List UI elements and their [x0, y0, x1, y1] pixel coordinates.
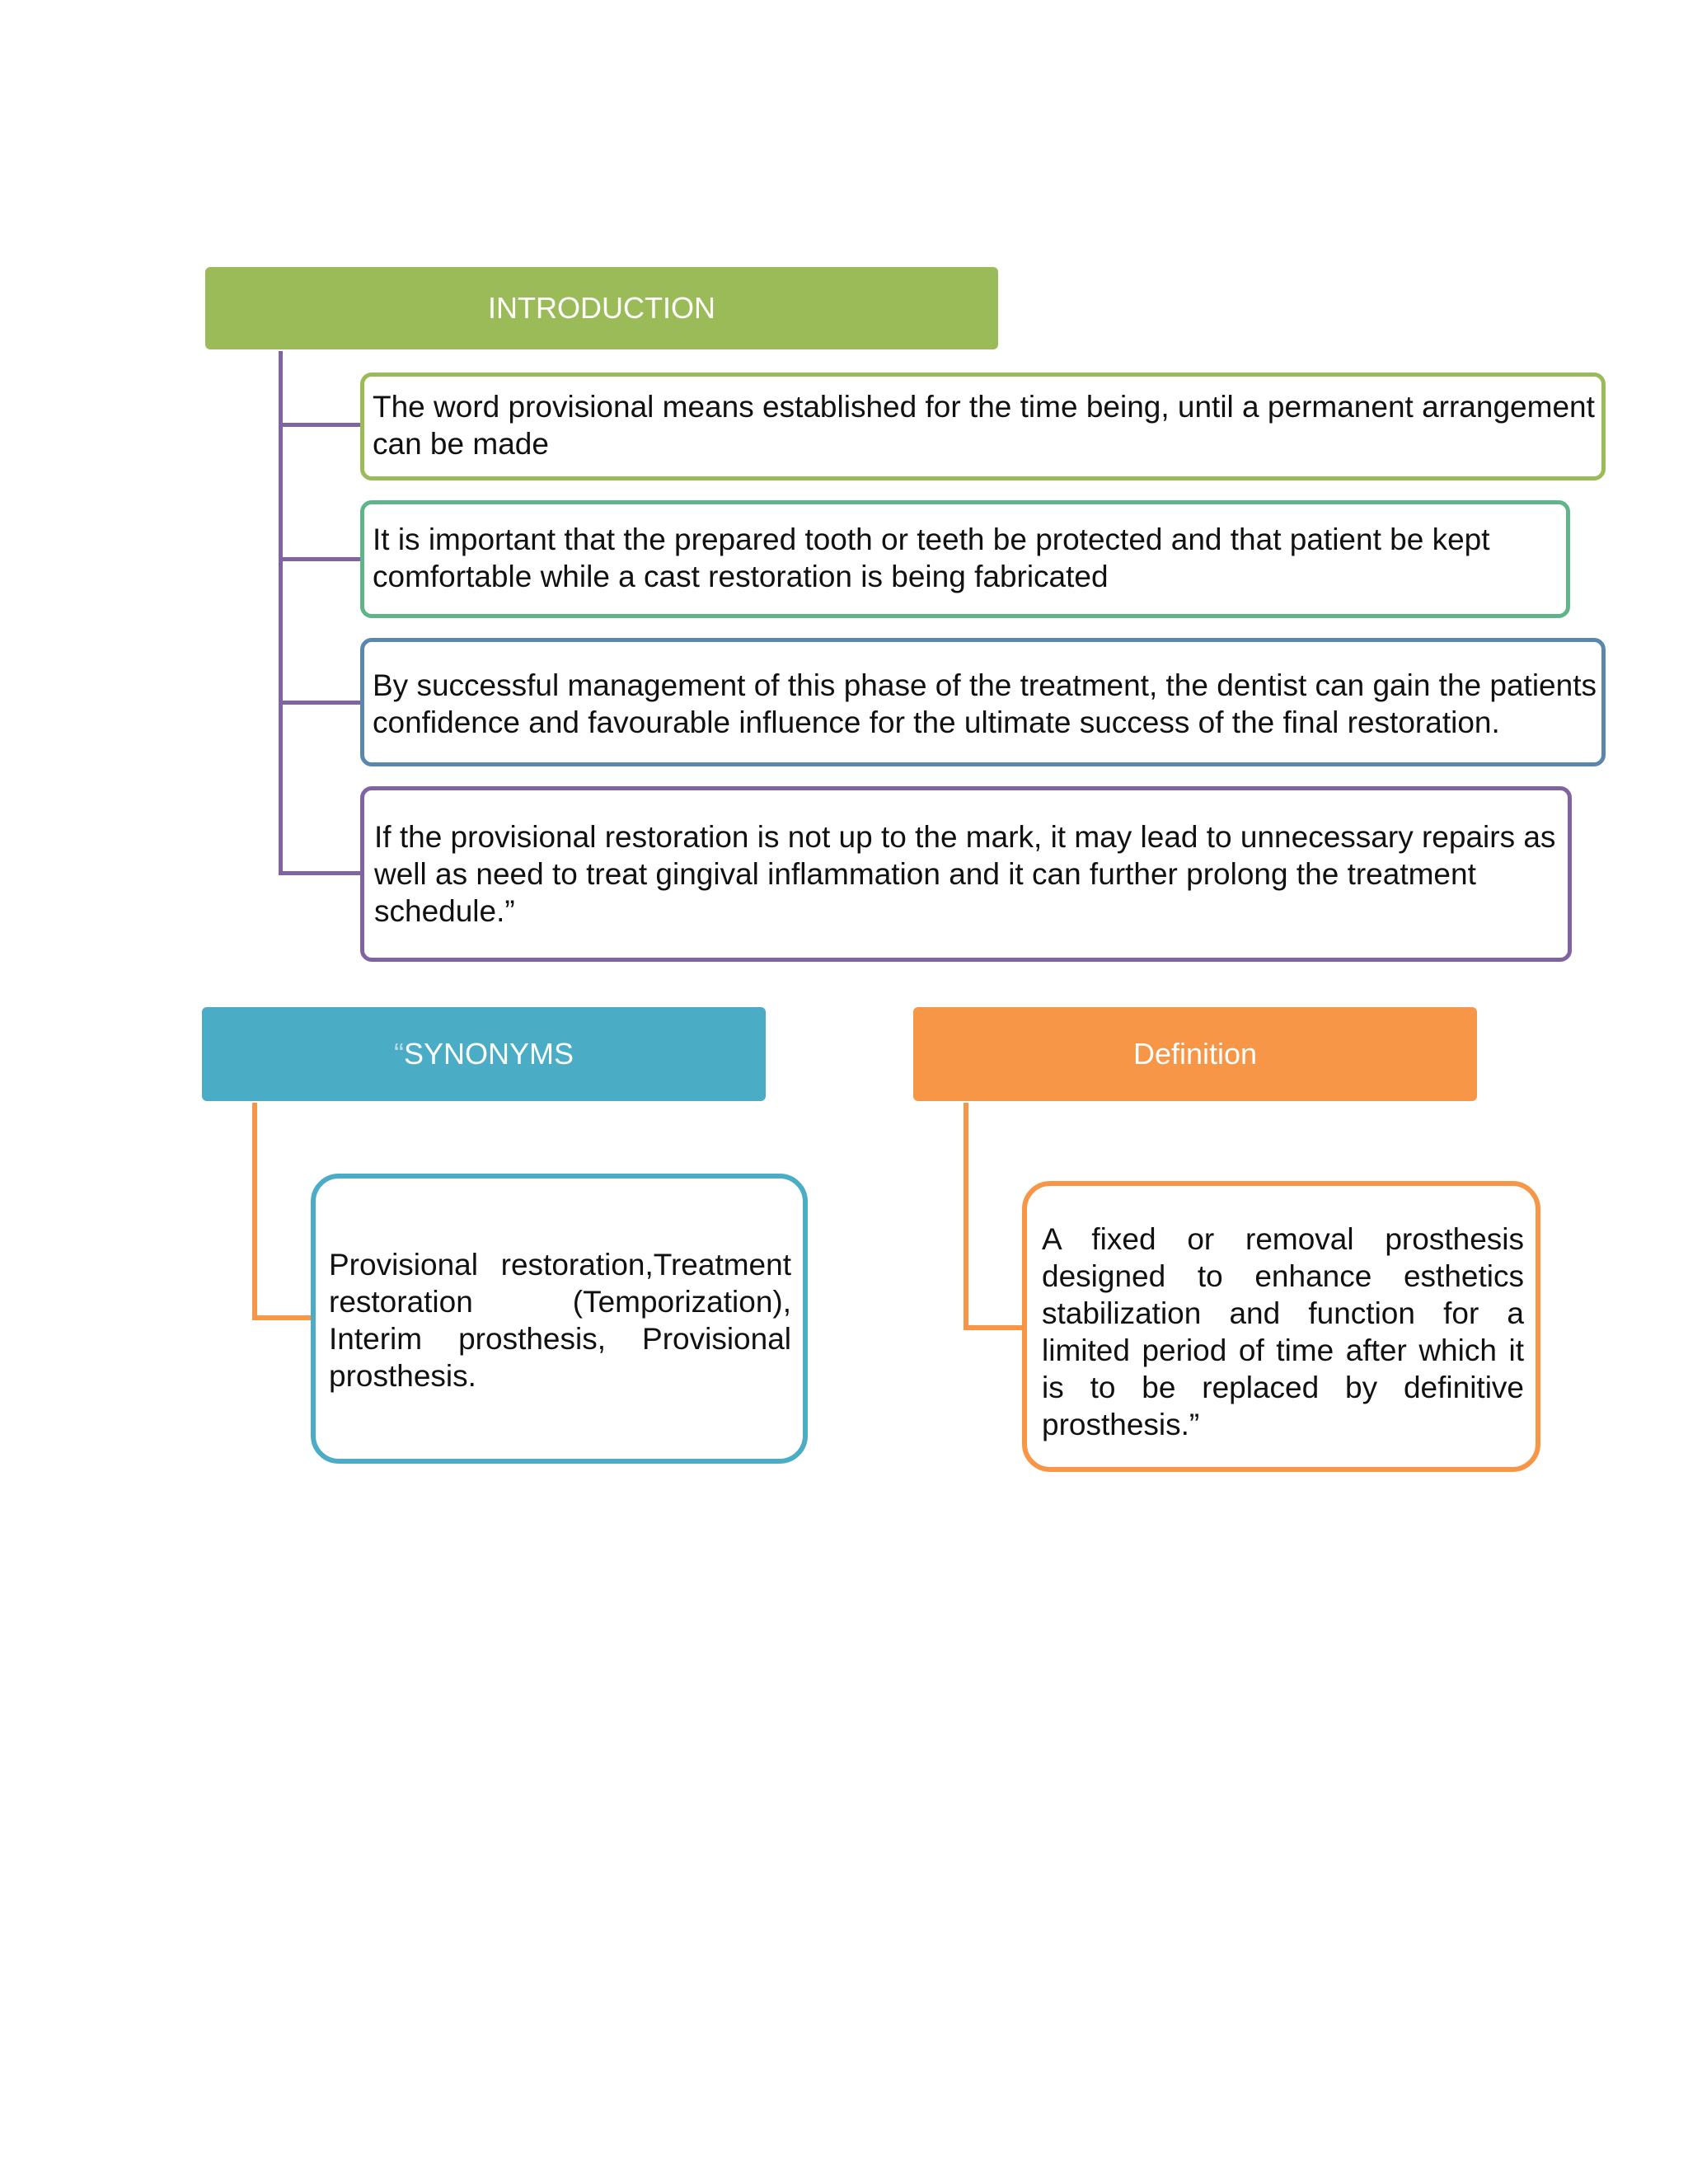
definition-connector-vertical — [964, 1103, 968, 1330]
intro-connector-branch-3 — [279, 701, 362, 705]
intro-connector-branch-2 — [279, 557, 362, 561]
intro-item-text: By successful management of this phase of the treatment, the dentist can gain the patients confidence and favourable influence for the ultimate success of the final restoration. — [373, 668, 1597, 739]
definition-text: A fixed or removal prosthesis designed to enhance esthetics stabilization and function for a limited period of time after which it is to be replaced by definitive prosthesis.” — [1042, 1222, 1524, 1441]
synonyms-header — [202, 1007, 766, 1101]
synonyms-quote-mark: “ — [393, 1037, 404, 1071]
synonyms-header-label: SYNONYMS — [403, 1037, 574, 1071]
intro-item-box — [360, 786, 1572, 962]
synonyms-connector-horizontal — [252, 1315, 312, 1320]
synonyms-box — [311, 1174, 808, 1464]
introduction-header-label: INTRODUCTION — [488, 291, 715, 325]
introduction-header — [205, 267, 998, 349]
synonyms-text: Provisional restoration,Treatment restoration (Temporization), Interim prosthesis, Provisional prosthesis. — [329, 1248, 791, 1393]
intro-item-text: It is important that the prepared tooth or teeth be protected and that patient be kept comfortable while a cast restoration is being fabricated — [373, 523, 1490, 593]
definition-header — [913, 1007, 1477, 1101]
intro-item-box — [360, 373, 1606, 480]
definition-box — [1022, 1181, 1540, 1472]
intro-item-box — [360, 500, 1570, 618]
intro-connector-trunk — [279, 351, 283, 875]
definition-header-label: Definition — [1132, 1037, 1258, 1071]
synonyms-connector-vertical — [252, 1103, 257, 1320]
intro-item-text: The word provisional means established for the time being, until a permanent arrangement can be made — [373, 390, 1595, 461]
definition-connector-horizontal — [964, 1325, 1024, 1330]
intro-connector-branch-1 — [279, 423, 362, 427]
intro-item-text: If the provisional restoration is not up to the mark, it may lead to unnecessary repairs as well as need to treat gingival inflammation and it can further prolong the treatment schedule.” — [374, 820, 1556, 928]
intro-connector-branch-4 — [279, 871, 362, 875]
intro-item-box — [360, 638, 1606, 766]
